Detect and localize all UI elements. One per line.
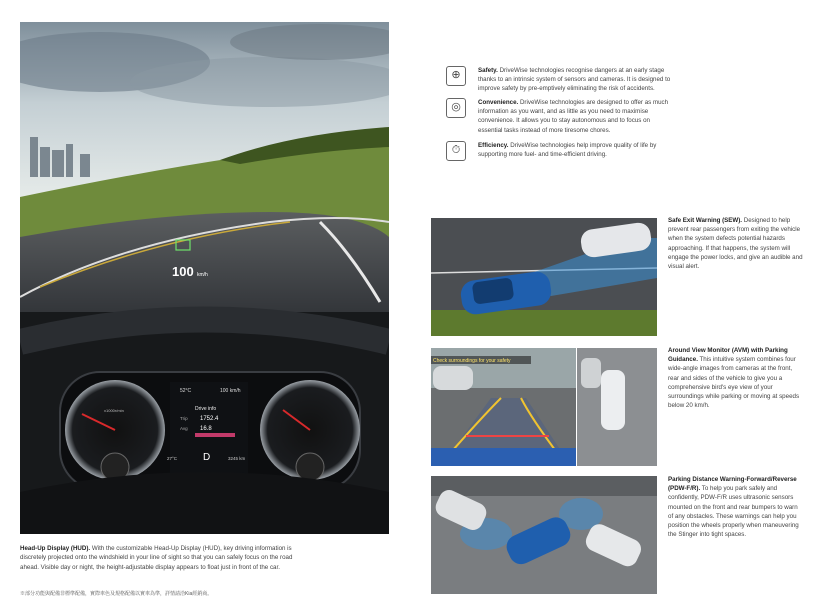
avg-label: Avg	[180, 426, 188, 431]
stopwatch-icon: ⏱	[446, 141, 466, 161]
neighbor-car	[581, 358, 601, 388]
steering-wheel-icon: ◎	[446, 98, 466, 118]
section-body: Designed to help prevent rear passengers from exiting the vehicle when the system defects potential hazards approaching. If that happens, the system will engage the power locks, and give an audible and visual alert.	[668, 217, 803, 271]
avm-screen-text: Check surroundings for your safety	[433, 358, 511, 364]
feature-body: DriveWise technologies help improve quality of life by supporting more fuel- and time-efficient driving.	[478, 142, 657, 159]
feature-body: DriveWise technologies recognise dangers at an early stage thanks to an intrinsic system of sensors and cameras. It is designed to improve safety by pre-emptively eliminating the risk of accidents.	[478, 67, 671, 93]
feature-body: DriveWise technologies are designed to offer as much information as you want, and as little as you need to maximise convenience. It allows you to stay autonomous and to focus on essential tasks instead of more tiresome chores.	[478, 99, 669, 134]
feature-efficiency	[446, 141, 676, 159]
avm-illustration	[431, 348, 657, 466]
avm-description	[668, 346, 804, 410]
section-title: Parking Distance Warning-Forward/Reverse (PDW-F/R).	[668, 476, 797, 493]
feature-title: Efficiency.	[478, 142, 509, 149]
bird-eye-car	[601, 370, 625, 430]
hud-speed-unit: km/h	[197, 272, 208, 278]
hud-caption	[20, 544, 310, 572]
avg-value: 16.8	[200, 426, 212, 432]
rpm-label: x1000r/min	[104, 408, 124, 413]
outside-temp: 27°C	[167, 456, 178, 461]
odometer: 3245 km	[228, 456, 246, 461]
sew-illustration	[431, 218, 657, 336]
temp-gauge	[296, 453, 324, 481]
trip-label: Trip	[180, 416, 188, 421]
feature-title: Safety.	[478, 67, 498, 74]
feature-safety	[446, 66, 676, 94]
drive-info-title: Drive info	[195, 406, 217, 412]
trip-value: 1752.4	[200, 416, 219, 422]
section-title: Safe Exit Warning (SEW).	[668, 217, 743, 224]
hero-dashboard-image	[20, 22, 389, 534]
gear-indicator: D	[203, 452, 211, 463]
hud-caption-body: With the customizable Head-Up Display (HUD), key driving information is discretely projected onto the windshield in your line of sight so that you can safely focus on the road ahead. Visible day or night, the height-adjustable display appears to float just in front of the car.	[20, 545, 293, 571]
avm-photo	[431, 348, 657, 466]
back-wall	[431, 476, 657, 496]
sew-photo	[431, 218, 657, 336]
dashboard-illustration	[20, 22, 389, 534]
pdw-illustration	[431, 476, 657, 594]
sew-description	[668, 216, 804, 271]
car-bumper-view	[431, 448, 576, 466]
footnote: ※部分功能與配備非標準配備，實際車色及規格配備以實車為準，詳情請洽Kia經銷商。	[20, 591, 213, 597]
avg-bar	[195, 433, 235, 437]
cluster-temp: 52°C	[180, 388, 192, 394]
pdw-photo	[431, 476, 657, 594]
grass-strip	[431, 310, 657, 336]
hud-speed: 100	[172, 264, 194, 279]
feature-convenience	[446, 98, 676, 135]
feature-title: Convenience.	[478, 99, 519, 106]
safety-icon: ⊕	[446, 66, 466, 86]
section-body: This intuitive system combines four wide-angle images from cameras at the front, rear and sides of the vehicle to give you a comprehensive bird's eye view of your surroundings while parking or moving at speeds below 20 km/h.	[668, 356, 800, 410]
hud-caption-title: Head-Up Display (HUD).	[20, 545, 91, 552]
cluster-speed-limit: 100 km/h	[220, 388, 241, 394]
parked-car-camera	[433, 366, 473, 390]
section-title: Around View Monitor (AVM) with Parking Guidance.	[668, 347, 788, 364]
pdw-description	[668, 475, 804, 539]
section-body: To help you park safely and confidently, PDW-F/R uses ultrasonic sensors mounted on the front and rear bumpers to warn of any obstacles. These warnings can help you position the wheels properly when maneuvering the Stinger into tight spaces.	[668, 485, 799, 539]
